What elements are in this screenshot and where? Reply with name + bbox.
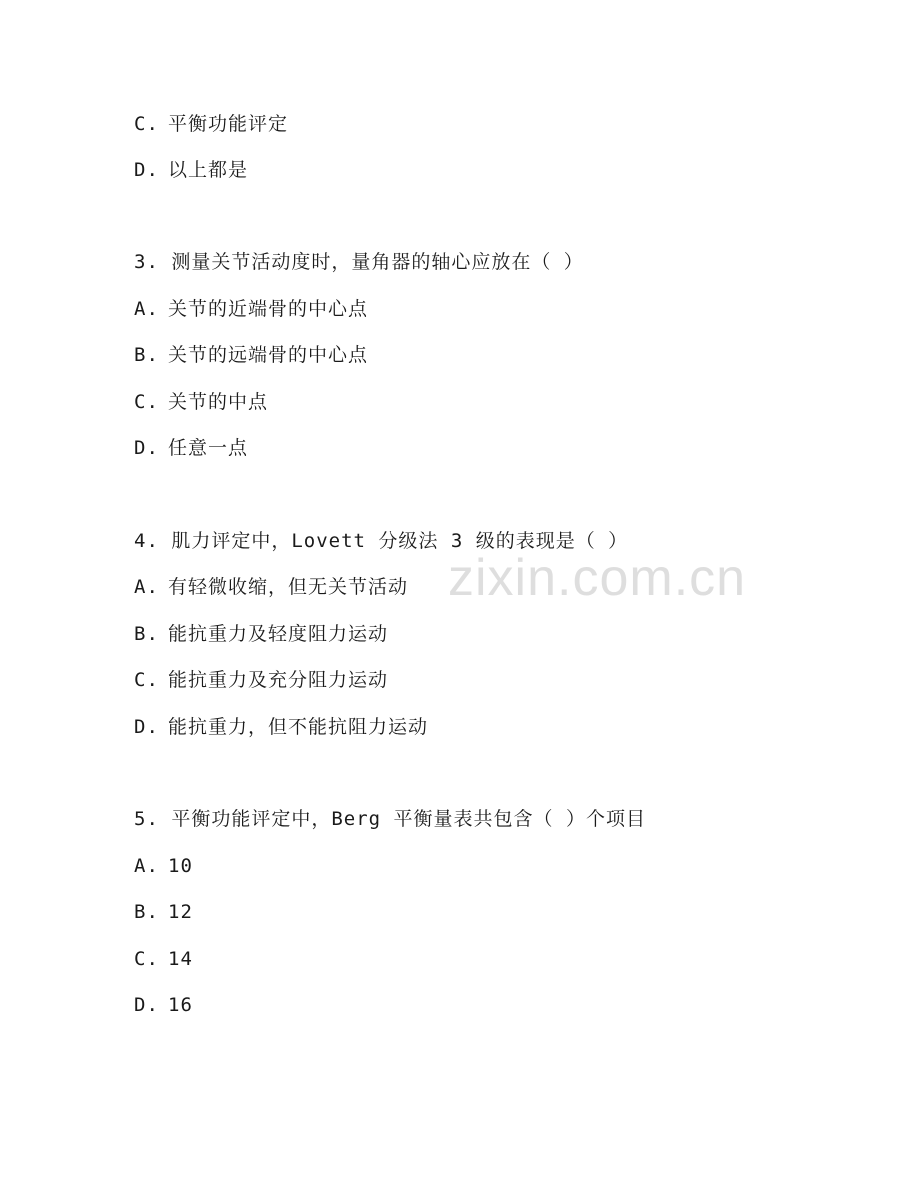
watermark: zixin.com.cn: [448, 549, 747, 607]
option-text: 任意一点: [168, 437, 249, 459]
option-text: 12: [168, 901, 193, 923]
question-4-stem: 4. 肌力评定中，Lovett 分级法 3 级的表现是（ ）: [134, 530, 629, 552]
q4-option-d: [134, 715, 428, 739]
option-label: D.: [134, 716, 159, 738]
question-5-stem: 5. 平衡功能评定中，Berg 平衡量表共包含（ ）个项目: [134, 808, 646, 830]
option-text: 关节的远端骨的中心点: [168, 344, 369, 366]
q5-option-b: [134, 900, 193, 924]
option-c: [134, 112, 288, 136]
option-text: 平衡功能评定: [168, 113, 289, 135]
q3-option-c: [134, 390, 268, 414]
option-label: B.: [134, 901, 159, 923]
option-text: 有轻微收缩，但无关节活动: [168, 576, 409, 598]
q5-option-a: [134, 854, 193, 878]
option-text: 能抗重力及充分阻力运动: [168, 669, 389, 691]
option-label: B.: [134, 344, 159, 366]
option-text: 10: [168, 855, 193, 877]
option-text: 能抗重力，但不能抗阻力运动: [168, 716, 429, 738]
option-text: 14: [168, 948, 193, 970]
option-label: D.: [134, 159, 159, 181]
q3-option-b: [134, 343, 368, 367]
option-label: C.: [134, 948, 159, 970]
q4-option-b: [134, 622, 388, 646]
option-label: C.: [134, 113, 159, 135]
q5-option-c: [134, 947, 193, 971]
question-3-stem: 3. 测量关节活动度时，量角器的轴心应放在（ ）: [134, 251, 584, 273]
q3-option-d: [134, 436, 248, 460]
option-label: A.: [134, 855, 159, 877]
q4-option-a: [134, 575, 408, 599]
option-d: [134, 158, 248, 182]
option-text: 以上都是: [168, 159, 249, 181]
option-label: D.: [134, 994, 159, 1016]
option-text: 能抗重力及轻度阻力运动: [168, 623, 389, 645]
q5-option-d: [134, 993, 193, 1017]
q4-option-c: [134, 668, 388, 692]
option-text: 关节的中点: [168, 391, 269, 413]
option-text: 关节的近端骨的中心点: [168, 298, 369, 320]
option-label: D.: [134, 437, 159, 459]
option-label: A.: [134, 298, 159, 320]
option-label: C.: [134, 391, 159, 413]
q3-option-a: [134, 297, 368, 321]
option-label: A.: [134, 576, 159, 598]
option-label: B.: [134, 623, 159, 645]
option-text: 16: [168, 994, 193, 1016]
option-label: C.: [134, 669, 159, 691]
